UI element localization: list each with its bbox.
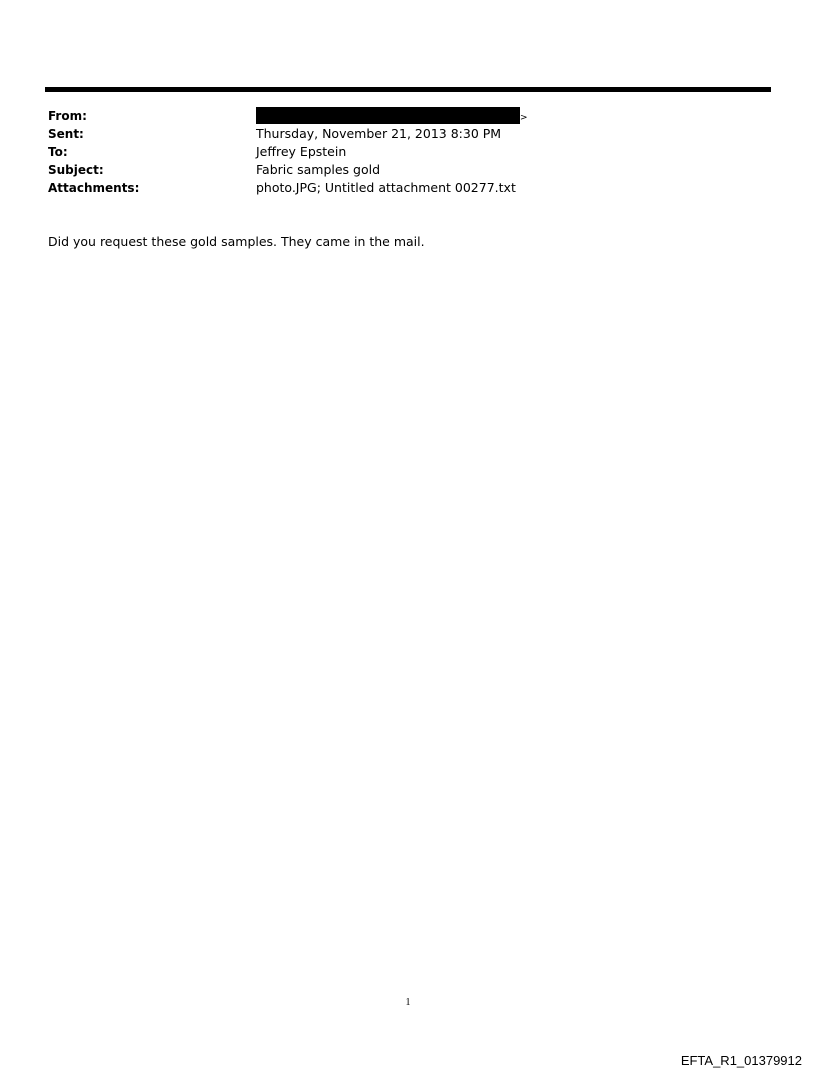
from-label: From:: [48, 109, 87, 123]
to-row: [48, 143, 748, 161]
subject-value: Fabric samples gold: [256, 162, 381, 177]
subject-row: [48, 161, 748, 179]
redaction-box: [256, 107, 520, 124]
attachments-label: Attachments:: [48, 181, 140, 195]
subject-label: Subject:: [48, 163, 104, 177]
sent-label: Sent:: [48, 127, 84, 141]
page-number: 1: [405, 997, 411, 1008]
from-value-tail: >: [520, 113, 528, 123]
to-label: To:: [48, 145, 68, 159]
from-row: [48, 107, 748, 125]
attachments-value: photo.JPG; Untitled attachment 00277.txt: [256, 180, 516, 195]
sent-value: Thursday, November 21, 2013 8:30 PM: [256, 126, 502, 141]
attachments-row: [48, 179, 748, 197]
bates-number: EFTA_R1_01379912: [680, 1053, 802, 1068]
header-divider: [45, 87, 771, 92]
email-header: [48, 107, 748, 197]
to-value: Jeffrey Epstein: [256, 144, 347, 159]
sent-row: [48, 125, 748, 143]
email-body: Did you request these gold samples. They came in the mail.: [48, 234, 425, 249]
